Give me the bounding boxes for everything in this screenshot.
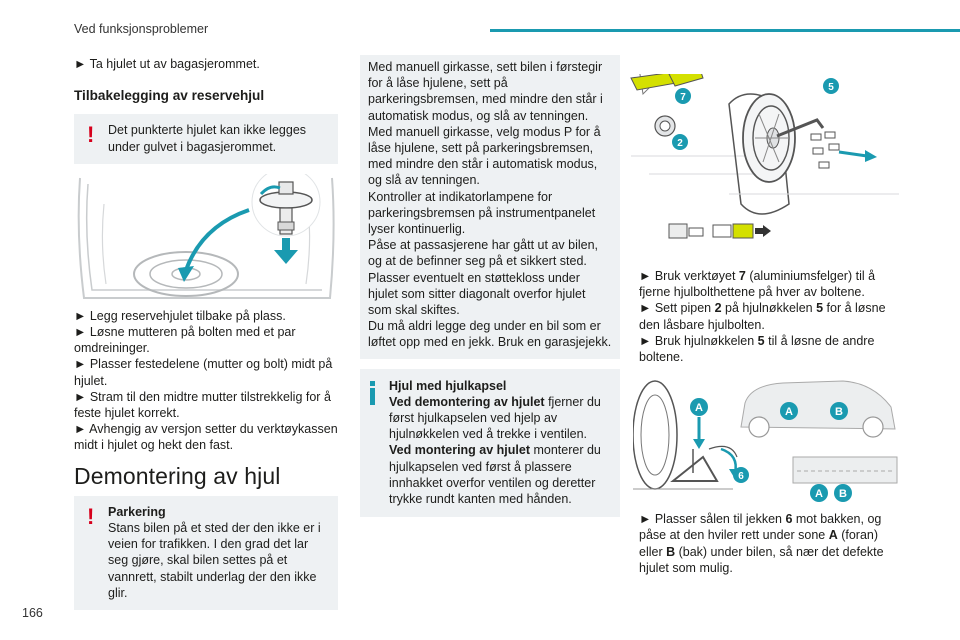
jack-illustration xyxy=(633,377,901,505)
section-heading: Demontering av hjul xyxy=(74,462,281,489)
car-label-a: A xyxy=(785,406,793,419)
step-tool-7: ► Bruk verktøyet 7 (aluminiumsfelger) til å fjerne hjulbolthettene på hver av boltene. xyxy=(639,269,876,300)
step-wrench-5: ► Bruk hjulnøkkelen 5 til å løsne de andre boltene. xyxy=(639,333,875,365)
label-5: 5 xyxy=(828,82,834,93)
info-para-2: Ved montering av hjulet monterer du hjulkapselen ved først å plassere innhakket overfor ventilen og deretter trykke rundt kanten med hånden. xyxy=(389,443,601,507)
underbody-label-b: B xyxy=(839,488,847,501)
column-3 xyxy=(639,74,901,576)
step-3: ► Plasser festedelene (mutter og bolt) midt på hjulet. xyxy=(74,357,333,388)
label-7: 7 xyxy=(680,92,686,103)
subheading-spare-wheel: Tilbakelegging av reservehjul xyxy=(74,88,265,104)
info-para-1: Ved demontering av hjulet fjerner du først hjulkapselen ved hjelp av hjulnøkkelen ved å trekke i ventilen. xyxy=(389,394,601,442)
intro-step: ► Ta hjulet ut av bagasjerommet. xyxy=(74,57,260,71)
warning-icon: ! xyxy=(87,503,95,529)
page-number: 166 xyxy=(22,606,43,620)
header-rule xyxy=(490,29,960,32)
car-label-b: B xyxy=(835,406,843,419)
info-box xyxy=(360,369,620,518)
reinstall-steps xyxy=(74,308,338,454)
label-2: 2 xyxy=(677,138,683,149)
step-socket-2: ► Sett pipen 2 på hjulnøkkelen 5 for å løsne den låsbare hjulbolten. xyxy=(639,301,886,332)
spare-wheel-illustration xyxy=(74,174,338,302)
warning-icon: ! xyxy=(87,122,95,148)
step-5: ► Avhengig av versjon setter du verktøykassen midt i hjulet og hekt den fast. xyxy=(74,422,338,453)
step-1: ► Legg reservehjulet tilbake på plass. xyxy=(74,308,286,323)
parking-warning-box xyxy=(74,496,338,610)
parking-title: Parkering xyxy=(108,504,166,519)
running-header: Ved funksjonsproblemer xyxy=(74,22,209,36)
step-jack-6: ► Plasser sålen til jekken 6 mot bakken, og påse at den hviler rett under sone A (foran) eller B (bak) under bilen, så nær det defekte hjulet som mulig. xyxy=(639,512,884,575)
step-4: ► Stram til den midtre mutter tilstrekkelig for å feste hjulet korrekt. xyxy=(74,389,331,421)
safety-box xyxy=(360,55,620,359)
jack-label-a: A xyxy=(695,402,703,415)
warning-box xyxy=(74,114,338,163)
info-icon xyxy=(370,381,376,405)
parking-text: Stans bilen på et sted der den ikke er i veien for trafikken. I den grad det lar seg gjøre, skal bilen settes på et vannrett, stabilt underlag der den ikke glir. xyxy=(108,521,321,600)
underbody-label-a: A xyxy=(815,488,823,501)
jack-points-illustration xyxy=(633,377,901,505)
column-1 xyxy=(74,56,338,610)
label-6: 6 xyxy=(738,471,744,483)
info-title: Hjul med hjulkapsel xyxy=(389,378,507,393)
wheel-bolts-illustration xyxy=(629,74,899,254)
wheel-tools-illustration xyxy=(629,74,901,254)
safety-text: Med manuell girkasse, sett bilen i førstegir for å låse hjulene, sett på parkeringsbremsen, med mindre den står i automatisk modus, og slå av tenningen. Med manuell girkasse, velg modus P for å låse hjulene, sett på parkeringsbremsen, med mindre den står i automatisk modus, og slå av tenningen. Kontroller at indikatorlampene for parkeringsbremsen på instrumentpanelet lyser kontinuerlig. Påse at passasjerene har gått ut av bilen, og at de befinner seg på et sikkert sted. Plasser eventuelt en støttekloss under hjulet som sitter diagonalt overfor hjulet som skal skiftes. Du må aldri legge deg under en bil som er løftet opp med en jekk. Bruk en garasjejekk. xyxy=(368,60,612,350)
step-2: ► Løsne mutteren på bolten med et par omdreininger. xyxy=(74,325,296,356)
removal-steps xyxy=(639,268,901,365)
trunk-illustration xyxy=(74,174,338,302)
warning-text: Det punkterte hjulet kan ikke legges under gulvet i bagasjerommet. xyxy=(108,123,307,154)
column-2 xyxy=(360,55,620,517)
